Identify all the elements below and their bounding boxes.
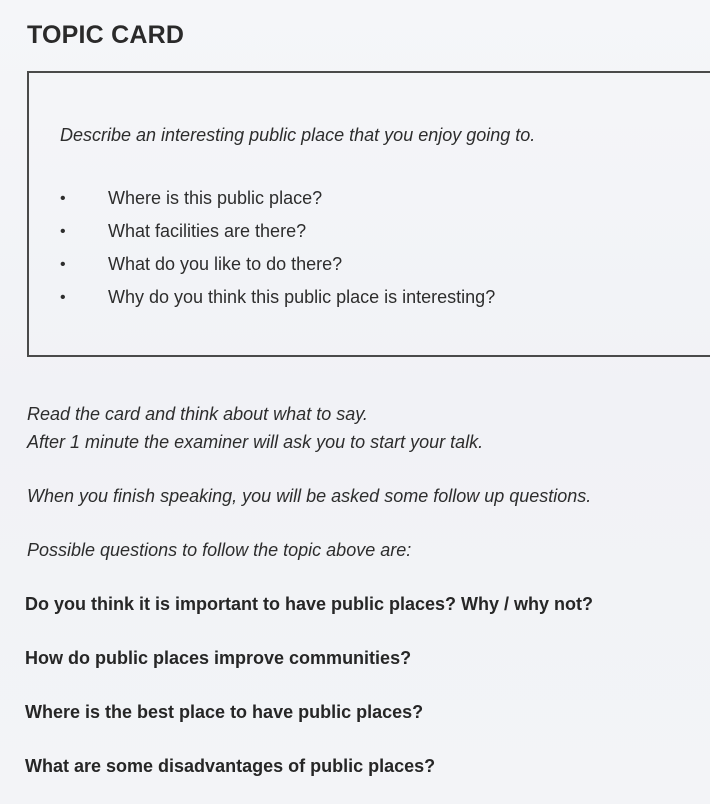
question-disadvantages: What are some disadvantages of public places?	[25, 756, 436, 776]
bullet-dot-icon: •	[60, 190, 66, 207]
bullet-dot-icon: •	[60, 289, 66, 306]
bullet-dot-icon: •	[60, 256, 66, 273]
instruction-read-card: Read the card and think about what to say.	[27, 404, 368, 424]
topic-card-box	[27, 71, 710, 357]
bullet-text: Why do you think this public place is interesting?	[108, 287, 496, 307]
instruction-one-minute: After 1 minute the examiner will ask you to start your talk.	[27, 432, 484, 452]
card-prompt: Describe an interesting public place that you enjoy going to.	[60, 125, 536, 145]
question-importance: Do you think it is important to have public places? Why / why not?	[25, 594, 594, 614]
page-title: TOPIC CARD	[27, 21, 185, 49]
bullet-text: What do you like to do there?	[108, 254, 343, 274]
instruction-follow-up: When you finish speaking, you will be asked some follow up questions.	[27, 486, 592, 506]
bullet-text: What facilities are there?	[108, 221, 307, 241]
question-best-place: Where is the best place to have public places?	[25, 702, 424, 722]
instruction-possible-questions: Possible questions to follow the topic above are:	[27, 540, 412, 560]
bullet-dot-icon: •	[60, 223, 66, 240]
bullet-text: Where is this public place?	[108, 188, 323, 208]
question-communities: How do public places improve communities?	[25, 648, 412, 668]
